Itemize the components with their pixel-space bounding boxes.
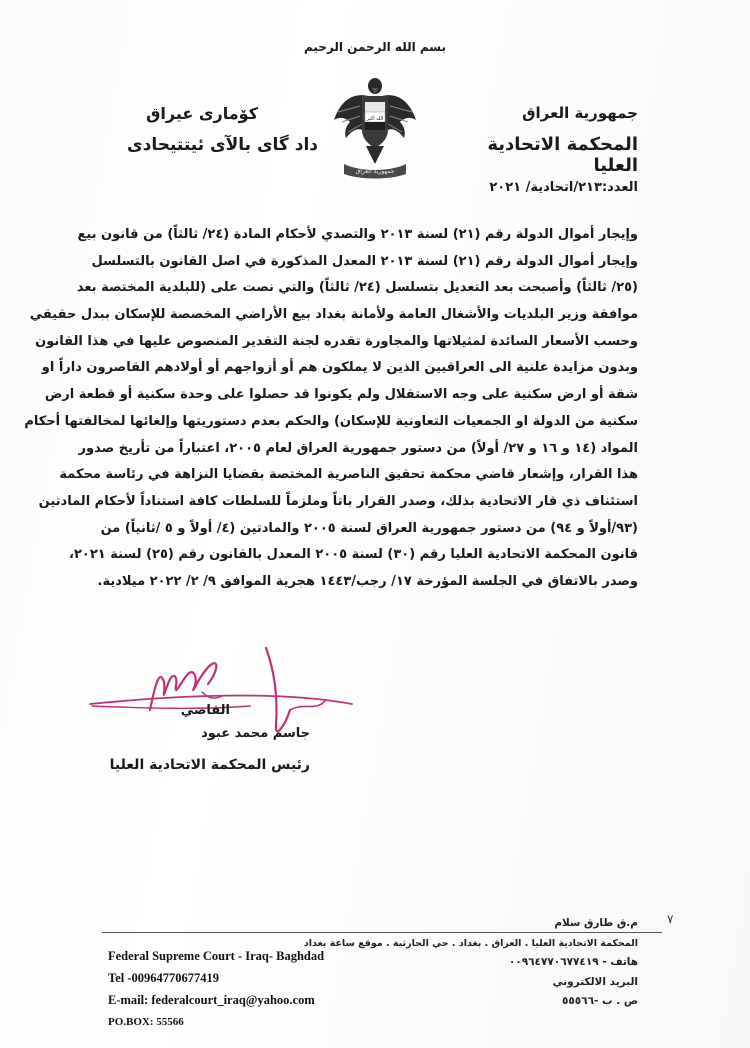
body-line: وإيجار أموال الدولة رقم (٢١) لسنة ٢٠١٣ المعدل المذكورة في اصل القانون بالتسلسل [91, 253, 638, 269]
country-name-kurdish: كۆماری عیراق [146, 104, 258, 123]
footer-tel: Tel -00964770677419 [108, 971, 219, 985]
footer-english [108, 945, 368, 1033]
bismillah: بسم الله الرحمن الرحيم [303, 40, 447, 54]
emblem-banner-text: جمهورية العراق [355, 168, 395, 175]
body-line: استئناف ذي قار الاتحادية بذلك، وصدر القرار باتاً وملزماً للسلطات كافة استناداً لأحكام المادتين [38, 493, 638, 509]
body-line: (٢٥/ ثالثاً) وأصبحت بعد التعديل بتسلسل (٢٤/ ثالثاً) والتي نصت على (للبلدية المختصة بعد [76, 280, 638, 296]
body-line: وحسب الأسعار السائدة لمثيلاتها والمجاورة تقدره لجنة التقدير المنصوص عليها في هذا القانون [35, 333, 638, 349]
signer-role: رئيس المحكمة الاتحادية العليا [109, 757, 310, 773]
footer-pobox-arabic: ص . ب -٥٥٥٦٦ [561, 995, 638, 1007]
footer-court-name: Federal Supreme Court - Iraq- Baghdad [108, 949, 325, 963]
body-line: وإيجار أموال الدولة رقم (٢١) لسنة ٢٠١٣ والتصدي لأحكام المادة (٢٤/ ثالثاً) من قانون بيع [77, 227, 638, 242]
signer-title: القاضي [180, 703, 230, 718]
court-title-arabic: المحكمة الاتحادية العليا [487, 134, 638, 176]
footer-arabic [303, 914, 638, 1012]
country-name-arabic: جمهورية العراق [522, 104, 638, 122]
body-line: سكنية من الدولة او الجمعيات التعاونية للإسكان) والحكم بعدم دستوريتها وإلغائها لمخالفتها أحكام [24, 413, 638, 429]
signer-name: جاسم محمد عبود [201, 726, 310, 741]
body-line: المواد (١٤ و ١٦ و ٢٧/ أولاً) من دستور جمهورية العراق لعام ٢٠٠٥، اعتباراً من تأريخ صدور [78, 440, 638, 456]
body-line: موافقة وزير البلديات والأشغال العامة ولأمانة بغداد بيع الأراضي المخصصة للإسكان ببدل حقيقي [29, 307, 638, 323]
emblem-text: الله أكبر [366, 116, 384, 122]
footer-email-label-arabic: البريد الالكتروني [552, 975, 638, 988]
iraq-eagle-emblem [330, 72, 420, 182]
court-name-arabic [438, 104, 638, 176]
footer-pobox: PO.BOX: 55566 [108, 1016, 184, 1028]
reference-number: العدد:٢١٣/اتحادية/ ٢٠٢١ [489, 180, 638, 195]
page-number: ٧ [667, 912, 674, 926]
body-line: هذا القرار، وإشعار قاضي محكمة تحقيق الناصرية المختصة بقضايا النزاهة في رئاسة محكمة [59, 467, 638, 483]
footer-address-arabic: المحكمة الاتحادية العليا . العراق . بغداد . حي الحارثية . موقع ساعة بغداد [303, 937, 638, 949]
court-title-kurdish: داد گای بالآی ئیتتیحادی [127, 135, 318, 155]
footer-phone-arabic: هاتف - ٠٠٩٦٤٧٧٠٦٧٧٤١٩ [508, 956, 638, 968]
court-name-kurdish [98, 104, 318, 155]
body-line: وصدر بالاتفاق في الجلسة المؤرخة ١٧/ رجب/١٤٤٣ هجرية الموافق ٩/ ٢/ ٢٠٢٢ ميلادية. [97, 573, 638, 589]
body-line: (٩٣/أولاً و ٩٤) من دستور جمهورية العراق لسنة ٢٠٠٥ والمادتين (٤/ أولاً و ٥ /ثانياً) من [100, 520, 638, 536]
body-line: قانون المحكمة الاتحادية العليا رقم (٣٠) لسنة ٢٠٠٥ المعدل بالقانون رقم (٢٥) لسنة ٢٠٢١، [69, 547, 638, 563]
footer-initials: م.ق طارق سلام [554, 917, 638, 929]
decision-body [24, 222, 638, 596]
body-line: وبدون مزايدة علنية الى العراقيين الذين لا يملكون هم أو أزواجهم أو أولادهم القاصرون داراً او [41, 360, 638, 376]
body-line: شقة أو ارض سكنية على وجه الاستقلال ولم يكونوا قد حصلوا على وحدة سكنية أو قطعة ارض [44, 387, 638, 403]
footer-email: E-mail: federalcourt_iraq@yahoo.com [108, 993, 315, 1007]
